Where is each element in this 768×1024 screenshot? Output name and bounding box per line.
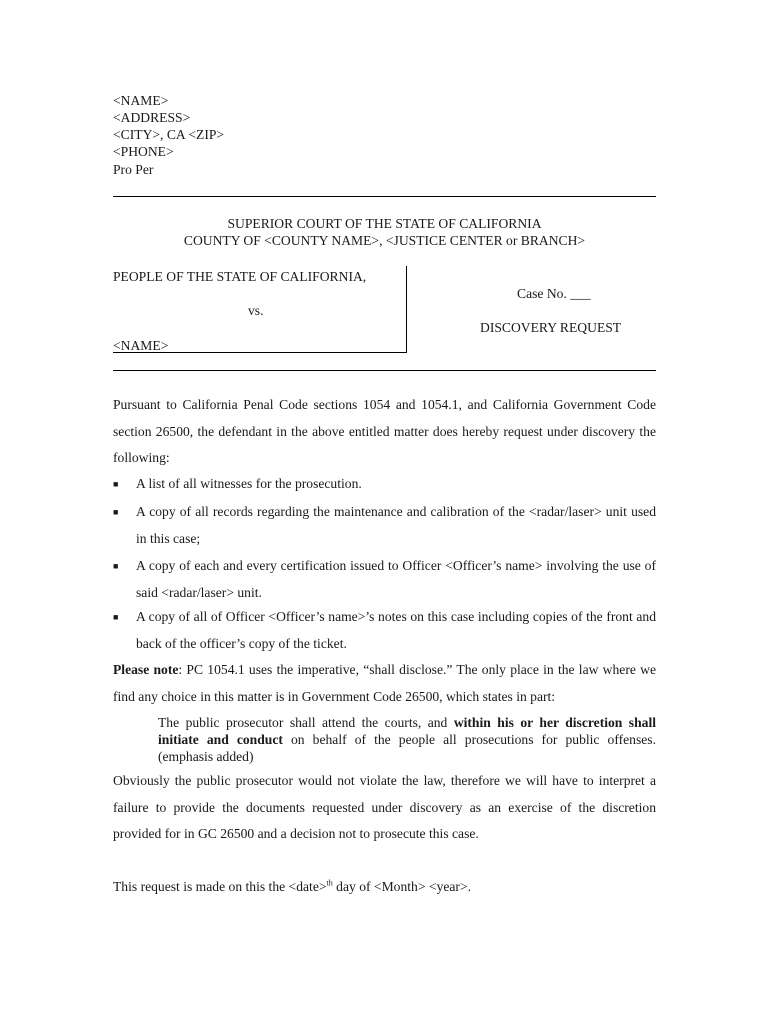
conclusion-paragraph: Obviously the public prosecutor would not violate the law, therefore we will have to interpret a failure to provide the documents requested under discovery as an exercise of the discretion provided for in GC 26500 and a decision not to prosecute this case. <box>113 773 656 841</box>
header-address: <ADDRESS> <box>113 110 191 125</box>
list-item-text: A list of all witnesses for the prosecution. <box>136 476 362 491</box>
header-city-line: <CITY>, CA <ZIP> <box>113 127 225 142</box>
note-label: Please note <box>113 662 179 677</box>
closing-text-pre: This request is made on this the <date> <box>113 879 327 894</box>
statute-quote <box>158 714 656 765</box>
caption-vs: vs. <box>248 303 264 318</box>
bullet-square-icon: ■ <box>113 479 119 489</box>
list-item-text: A copy of each and every certification issued to Officer <Officer’s name> involving the use of said <radar/laser> unit. <box>136 558 656 600</box>
quote-emphasis: within his or her discretion shall initiate and conduct <box>158 715 656 747</box>
bullet-square-icon: ■ <box>113 612 119 622</box>
list-item <box>113 553 656 606</box>
court-line-2: COUNTY OF <COUNTY NAME>, <JUSTICE CENTER or BRANCH> <box>183 233 586 248</box>
header-phone: <PHONE> <box>113 144 174 159</box>
list-item-text: A copy of all of Officer <Officer’s name>’s notes on this case including copies of the front and back of the officer’s copy of the ticket. <box>136 609 656 651</box>
bullet-square-icon: ■ <box>113 561 119 571</box>
closing-ordinal: th <box>326 878 333 888</box>
header-name: <NAME> <box>113 93 169 108</box>
court-line-1: SUPERIOR COURT OF THE STATE OF CALIFORNIA <box>227 216 542 231</box>
closing-line <box>113 878 471 895</box>
divider-top <box>113 196 656 197</box>
closing-text-post: day of <Month> <year>. <box>332 879 472 894</box>
bullet-square-icon: ■ <box>113 507 119 517</box>
caption-bottom-rule <box>113 352 407 353</box>
divider-caption <box>113 370 656 371</box>
quote-text-post: on behalf of the people all prosecutions for public offenses. (emphasis added) <box>158 732 656 764</box>
note-text: : PC 1054.1 uses the imperative, “shall disclose.” The only place in the law where we find any choice in this matter is in Government Code 26500, which states in part: <box>113 662 656 704</box>
caption-plaintiff: PEOPLE OF THE STATE OF CALIFORNIA, <box>113 269 367 284</box>
list-item <box>113 604 656 657</box>
note-paragraph <box>113 657 656 710</box>
list-item <box>113 499 656 552</box>
header-pro-per: Pro Per <box>113 162 154 177</box>
list-item <box>113 471 656 498</box>
intro-paragraph: Pursuant to California Penal Code sections 1054 and 1054.1, and California Government Code section 26500, the defendant in the above entitled matter does hereby request under discovery the following: <box>113 397 656 465</box>
list-item-text: A copy of all records regarding the maintenance and calibration of the <radar/laser> unit used in this case; <box>136 504 656 546</box>
caption-vertical-rule <box>406 266 407 353</box>
caption-defendant: <NAME> <box>113 338 169 353</box>
case-number: Case No. ___ <box>517 286 591 301</box>
document-title: DISCOVERY REQUEST <box>480 320 622 335</box>
quote-text-pre: The public prosecutor shall attend the courts, and <box>158 715 454 730</box>
